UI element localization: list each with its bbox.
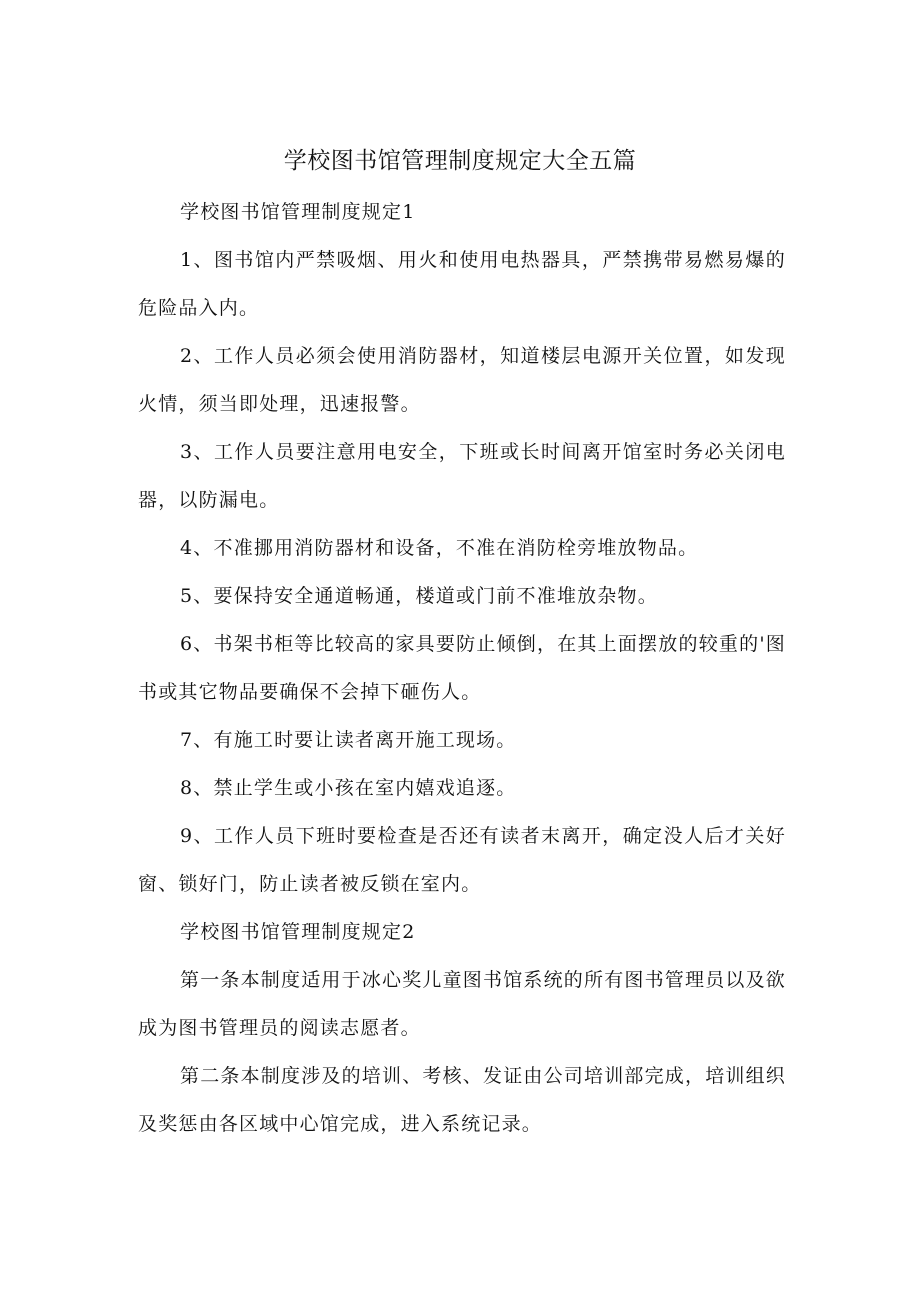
article-paragraph-2: 第二条本制度涉及的培训、考核、发证由公司培训部完成，培训组织及奖惩由各区域中心馆完成，进入系统记录。	[138, 1065, 787, 1135]
rule-paragraph-8: 8、禁止学生或小孩在室内嬉戏追逐。	[180, 777, 517, 799]
rule-paragraph-3: 3、工作人员要注意用电安全，下班或长时间离开馆室时务必关闭电器，以防漏电。	[138, 441, 786, 511]
rule-paragraph-1: 1、图书馆内严禁吸烟、用火和使用电热器具，严禁携带易燃易爆的危险品入内。	[138, 249, 786, 319]
rule-paragraph-6: 6、书架书柜等比较高的家具要防止倾倒，在其上面摆放的较重的'图书或其它物品要确保不会掉下砸伤人。	[138, 633, 786, 703]
document-title: 学校图书馆管理制度规定大全五篇	[283, 148, 637, 174]
rule-paragraph-5: 5、要保持安全通道畅通，楼道或门前不准堆放杂物。	[180, 585, 658, 607]
article-paragraph-1: 第一条本制度适用于冰心奖儿童图书馆系统的所有图书管理员以及欲成为图书管理员的阅读志愿者。	[138, 969, 787, 1039]
section-heading-2: 学校图书馆管理制度规定2	[180, 921, 416, 943]
rule-paragraph-9: 9、工作人员下班时要检查是否还有读者末离开，确定没人后才关好窗、锁好门，防止读者被反锁在室内。	[138, 825, 786, 895]
rule-paragraph-2: 2、工作人员必须会使用消防器材，知道楼层电源开关位置，如发现火情，须当即处理，迅速报警。	[138, 345, 786, 415]
document-body	[138, 188, 786, 1148]
rule-paragraph-4: 4、不准挪用消防器材和设备，不准在消防栓旁堆放物品。	[180, 537, 699, 559]
rule-paragraph-7: 7、有施工时要让读者离开施工现场。	[180, 729, 517, 751]
section-heading-1: 学校图书馆管理制度规定1	[180, 201, 416, 223]
